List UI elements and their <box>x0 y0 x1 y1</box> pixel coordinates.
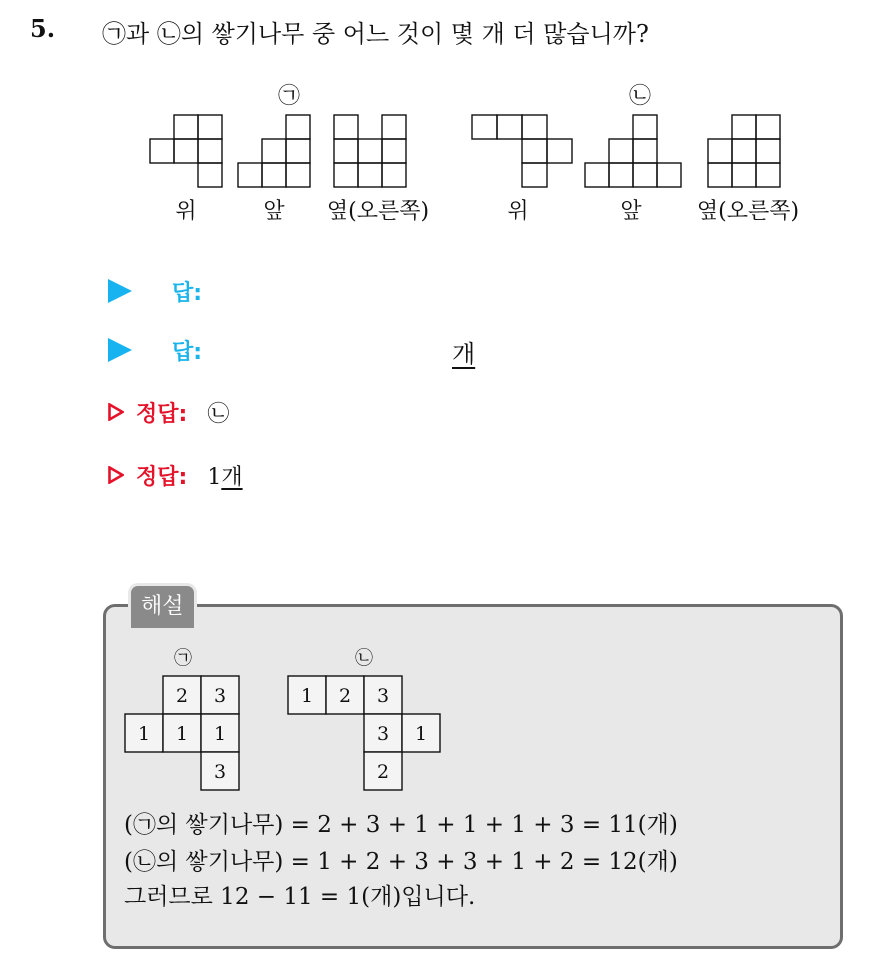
grid-cell-value: 2 <box>376 761 390 783</box>
view-label: 앞 <box>263 199 285 224</box>
correct-answer-unit: 개 <box>221 464 243 490</box>
correct-answer-label: 정답: <box>136 464 188 490</box>
grid-cell-value: 3 <box>376 723 390 745</box>
correct-answer-label: 정답: <box>136 401 188 427</box>
grid-cell-value: 1 <box>137 723 151 745</box>
answer-label: 답: <box>172 280 203 306</box>
grid-label-a: ㉠ <box>174 648 192 669</box>
grid-cell-value: 3 <box>213 685 227 707</box>
grid-b <box>288 676 440 790</box>
answer-label: 답: <box>172 339 203 365</box>
answer-unit: 개 <box>452 340 476 368</box>
grid-cell-value: 1 <box>414 723 428 745</box>
view-label: 위 <box>175 199 197 224</box>
correct-answer-number: 1 <box>207 464 222 490</box>
figure-label-a: ㉠ <box>277 84 301 109</box>
question-text: ㉠과 ㉡의 쌓기나무 중 어느 것이 몇 개 더 많습니까? <box>102 20 649 48</box>
explanation-line: (㉡의 쌓기나무) = 1 + 2 + 3 + 3 + 1 + 2 = 12(개) <box>124 849 678 875</box>
figure-label-b: ㉡ <box>628 84 652 109</box>
grid-cell-value: 2 <box>338 685 352 707</box>
grid-cell-value: 1 <box>175 723 189 745</box>
grid-cell-value: 1 <box>213 723 227 745</box>
grid-label-b: ㉡ <box>355 648 373 669</box>
view-label: 옆(오른쪽) <box>326 199 430 224</box>
explanation-line: 그러므로 12 − 11 = 1(개)입니다. <box>124 884 476 910</box>
view-label: 앞 <box>620 199 642 224</box>
correct-answer-value: ㉡ <box>207 401 230 427</box>
grid-cell-value: 2 <box>175 685 189 707</box>
grid-cell-value: 3 <box>376 685 390 707</box>
explanation-line: (㉠의 쌓기나무) = 2 + 3 + 1 + 1 + 1 + 3 = 11(개) <box>124 812 678 838</box>
question-number: 5. <box>30 14 56 43</box>
view-label: 옆(오른쪽) <box>696 199 800 224</box>
grid-a <box>125 676 239 790</box>
view-label: 위 <box>507 199 529 224</box>
grid-cell-value: 1 <box>300 685 314 707</box>
grid-cell-value: 3 <box>213 761 227 783</box>
explanation-tab: 해설 <box>128 583 197 628</box>
